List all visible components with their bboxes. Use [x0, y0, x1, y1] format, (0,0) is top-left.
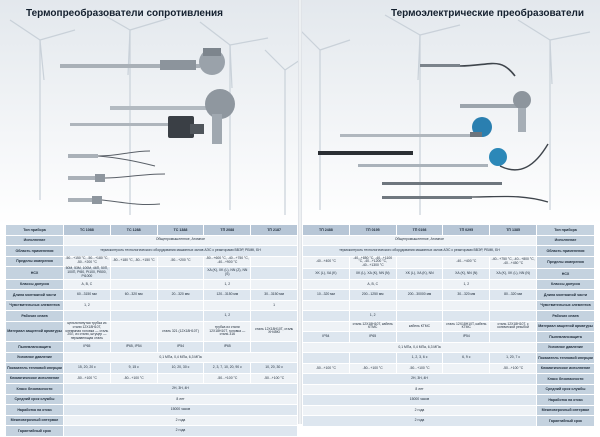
row-label: Чувствительных элементов [6, 300, 64, 311]
table-cell-span: 2 года [303, 416, 537, 427]
table-row [6, 394, 298, 405]
table-cell [443, 300, 490, 311]
table-header-row [6, 225, 298, 236]
thermocouple-rod-black [318, 151, 413, 155]
table-cell [490, 300, 537, 311]
row-label: Класс безопасности [537, 374, 595, 385]
thermocouple-photos [300, 26, 600, 222]
table-cell: -40...+400 °C [303, 256, 350, 269]
table-cell: -50...+100 °C [303, 363, 350, 374]
row-label: Климатическое исполнение [537, 363, 595, 374]
table-cell-span: Общепромышленное, Атомное [64, 235, 298, 246]
row-label: Наработка на отказ [537, 395, 595, 406]
table-cell [110, 321, 157, 342]
table-row [303, 279, 595, 290]
table-row [303, 300, 595, 311]
row-label: Материал защитной арматуры [6, 321, 64, 342]
table-cell: A, B, C [349, 279, 396, 290]
row-label: Пылевлагозащита [537, 332, 595, 343]
thermocouple-long-1 [382, 182, 502, 185]
table-row [6, 321, 298, 342]
table-cell [251, 279, 298, 290]
table-cell [303, 300, 350, 311]
table-cell: 6, 9 с [443, 353, 490, 364]
table-cell-span: 0,1 МПа, 0,4 МПа, 6,3 МПа [64, 352, 298, 363]
model-header-cell: ТС 1288 [110, 225, 157, 236]
table-cell [251, 256, 298, 267]
table-row [6, 279, 298, 290]
table-row [6, 352, 298, 363]
table-cell: 120...3150 мм [204, 290, 251, 301]
model-header-cell: ТП 2088 [204, 225, 251, 236]
row-label: НСХ [6, 267, 64, 280]
table-cell: -50...+150 °C, -50...+180 °C, -50...+200 °C [64, 256, 111, 267]
row-label: Средний срок службы [6, 394, 64, 405]
table-cell: 30...320 мм [443, 290, 490, 301]
row-label: Условное давление [537, 342, 595, 353]
table-cell: XK (L), XA (K), NN [396, 269, 443, 280]
table-cell: -50...+100 °C [110, 373, 157, 384]
table-cell: -50...+180 °C, -50...+150 °C [110, 256, 157, 267]
table-row [6, 426, 298, 437]
table-row [303, 311, 595, 322]
table-row [6, 384, 298, 395]
thermocouple-angle-head [460, 91, 531, 132]
table-cell-span: 0,1 МПа, 0,4 МПа, 6,3 МПа [303, 342, 537, 353]
table-cell: -50...+600 °C, -40...+750 °C, -40...+900 °C [204, 256, 251, 267]
table-cell [303, 311, 350, 322]
thermocouple-long-2 [382, 196, 548, 202]
table-cell: IP65 [349, 332, 396, 343]
table-cell: трубка из стали 12Х18Н10Т, головка — сталь 316 [204, 321, 251, 342]
table-cell-span: 2Н, 3Н, 4Н [64, 384, 298, 395]
row-label: Длина монтажной части [537, 290, 595, 301]
table-cell: -50...+100 °C [251, 373, 298, 384]
table-cell [396, 279, 443, 290]
table-cell [490, 279, 537, 290]
table-cell: -50...+100 °C [490, 363, 537, 374]
table-cell: IP65 [64, 342, 111, 353]
model-header-cell: ТП 2488 [303, 225, 350, 236]
table-cell-span: 2 года [303, 405, 537, 416]
sensor-long-head [60, 48, 225, 75]
table-cell [303, 279, 350, 290]
table-cell: сталь 12Х18Н10Т, сталь ХН45Ю [251, 321, 298, 342]
table-cell: A, B, C [64, 279, 111, 290]
model-header-cell: ТП 0198 [396, 225, 443, 236]
table-cell [204, 300, 251, 311]
table-cell-span: 8 лет [303, 384, 537, 395]
row-label: Исполнение [537, 235, 595, 246]
table-cell: 1, 2 [64, 300, 111, 311]
table-cell: XA (K), XK (L), NN (N) [490, 269, 537, 280]
model-header-cell: ТП 2187 [251, 225, 298, 236]
table-cell: XA (K), NN (N) [443, 269, 490, 280]
table-cell: сталь 12Х18Н10Т, кабель КТМС [349, 321, 396, 332]
table-cell [110, 279, 157, 290]
table-cell-span: термоконтроль технологического оборудования машинных залов АЭС с реакторами ВВЭР, РБМК, БН [303, 246, 537, 257]
model-header-cell: ТС 1088 [64, 225, 111, 236]
table-cell: кабель КТМС [396, 321, 443, 332]
table-cell: 200...1250 мм [349, 290, 396, 301]
sensor-connector [70, 116, 204, 138]
row-label: Классы допуска [6, 279, 64, 290]
table-cell: IP54 [303, 332, 350, 343]
table-cell: 9, 15 с [110, 363, 157, 374]
table-cell [349, 353, 396, 364]
table-cell [64, 311, 111, 322]
sensor-cable-3 [68, 196, 160, 205]
row-label: Межповерочный интервал [537, 405, 595, 416]
sensor-cable-1 [68, 151, 155, 166]
table-row [6, 256, 298, 267]
row-label: Показатель тепловой инерции [6, 363, 64, 374]
model-header-cell: ТП 1385 [490, 225, 537, 236]
row-label: Рабочих спаев [6, 311, 64, 322]
table-cell: IP54 [157, 342, 204, 353]
row-label: Чувствительных элементов [537, 300, 595, 311]
table-cell: цельнотянутая трубка из стали 12Х18Н10Т, клеммная головка — сталь 20Л, из стали, штуцер — нержавеющая сталь [65, 320, 109, 341]
table-row [303, 353, 595, 364]
table-cell [157, 311, 204, 322]
table-cell: -40...+850 °C, -40...+1100 °C, -40...+1200 °C, -40...+1300 °C [349, 256, 396, 269]
table-cell: 1, 2 [349, 311, 396, 322]
resistance-thermometer-photos [0, 26, 300, 222]
table-cell: -50...+100 °C [349, 363, 396, 374]
table-cell: XA (K), XK (L), NN (Z), NN (S) [204, 267, 251, 280]
table-cell [251, 267, 298, 280]
row-label: Класс безопасности [6, 384, 64, 395]
row-label: Область применения [537, 246, 595, 257]
table-row [6, 405, 298, 416]
book-spine [298, 0, 302, 424]
table-row [303, 374, 595, 385]
table-cell: сталь 12Х18Н10Т, кабель КТМС [443, 321, 490, 332]
table-cell [110, 267, 157, 280]
table-cell: 15, 20, 20 с [64, 363, 111, 374]
row-label: Средний срок службы [537, 384, 595, 395]
table-cell [251, 342, 298, 353]
table-row [6, 300, 298, 311]
table-row [6, 246, 298, 257]
table-cell [443, 311, 490, 322]
table-row [303, 384, 595, 395]
table-cell [396, 332, 443, 343]
table-cell: -50...+100 °C [396, 363, 443, 374]
thermocouple-blue-head-1 [340, 117, 492, 137]
row-label: Гарантийный срок [6, 426, 64, 437]
table-row [303, 256, 595, 269]
table-row [303, 332, 595, 343]
table-cell: 10...320 мм [303, 290, 350, 301]
table-cell: 1 [251, 300, 298, 311]
table-cell: IP65 [204, 342, 251, 353]
table-cell: XK (L), XA (K) [303, 269, 350, 280]
model-header-cell: ТП 0195 [349, 225, 396, 236]
table-cell [251, 311, 298, 322]
table-row [6, 311, 298, 322]
left-page [0, 0, 300, 433]
row-label: Тип прибора [6, 225, 64, 236]
table-cell: -50...+200 °C [157, 256, 204, 267]
table-cell-span: 2Н, 3Н, 4Н [303, 374, 537, 385]
table-cell [349, 300, 396, 311]
table-cell: 10, 20, 30 с [157, 363, 204, 374]
table-cell: 200...30000 мм [396, 290, 443, 301]
table-cell: IP65, IP54 [110, 342, 157, 353]
table-cell [110, 311, 157, 322]
table-cell-span: 15000 часов [303, 395, 537, 406]
table-row [303, 395, 595, 406]
row-label: Показатель тепловой инерции [537, 353, 595, 364]
table-cell [303, 321, 350, 332]
table-cell [110, 300, 157, 311]
table-cell: -50...+100 °C [204, 373, 251, 384]
table-header-row [303, 225, 595, 236]
table-cell [157, 279, 204, 290]
row-label: Исполнение [6, 235, 64, 246]
table-row [6, 267, 298, 280]
table-cell: 80...320 мм [490, 290, 537, 301]
table-cell [396, 311, 443, 322]
row-label: Гарантийный срок [537, 416, 595, 427]
right-page [300, 0, 600, 424]
table-row [303, 269, 595, 280]
table-cell: 1, 2, 3, 6 с [396, 353, 443, 364]
table-row [303, 342, 595, 353]
row-label: Рабочих спаев [537, 311, 595, 322]
table-row [303, 235, 595, 246]
row-label: Длина монтажной части [6, 290, 64, 301]
row-label: Классы допуска [537, 279, 595, 290]
table-row [303, 321, 595, 332]
table-cell [490, 311, 537, 322]
table-cell [303, 353, 350, 364]
table-cell: 1, 2 [204, 311, 251, 322]
table-cell: -50...+100 °C [64, 373, 111, 384]
table-cell: IP54 [443, 332, 490, 343]
row-label: Тип прибора [537, 225, 595, 236]
table-cell: XK (L), XA (K), NN (N) [349, 269, 396, 280]
sensor-cable-2 [68, 174, 165, 182]
row-label: Межповерочный интервал [6, 415, 64, 426]
row-label: НСХ [537, 269, 595, 280]
spec-table-right [302, 224, 595, 427]
row-label: Климатическое исполнение [6, 373, 64, 384]
table-row [303, 416, 595, 427]
table-cell: 20...320 мм [157, 290, 204, 301]
table-cell-span: 2 года [64, 426, 298, 437]
table-cell: 1, 2 [204, 279, 251, 290]
table-row [6, 373, 298, 384]
table-row [6, 415, 298, 426]
model-header-cell: ТС 1388 [157, 225, 204, 236]
table-cell: сталь 321 (12Х18Н10Т) [157, 321, 204, 342]
table-row [6, 342, 298, 353]
table-cell: сталь 12Х18Н10Т, с конической резьбой [490, 321, 537, 332]
table-cell [157, 300, 204, 311]
table-cell [157, 267, 204, 280]
table-row [303, 405, 595, 416]
table-cell [490, 332, 537, 343]
table-cell [157, 373, 204, 384]
table-cell: 60...320 мм [110, 290, 157, 301]
table-cell: 60...3150 мм [64, 290, 111, 301]
table-cell: 2, 3, 7, 10, 20, 90 с [204, 363, 251, 374]
page-heading-right: Термоэлектрические преобразователи [390, 8, 584, 19]
table-cell-span: 15000 часов [64, 405, 298, 416]
row-label: Материал защитной арматуры [537, 321, 595, 332]
table-row [303, 363, 595, 374]
row-label: Пылевлагозащита [6, 342, 64, 353]
table-cell-span: 2 года [64, 415, 298, 426]
table-row [6, 290, 298, 301]
row-label: Пределы измерения [537, 256, 595, 269]
row-label: Условное давление [6, 352, 64, 363]
table-cell-span: термоконтроль технологического оборудования машинных залов АЭС с реакторами ВВЭР, РБМК, БН [64, 246, 298, 257]
thermocouple-blue-head-2 [358, 144, 548, 170]
table-cell: 1, 2 [443, 279, 490, 290]
table-row [6, 235, 298, 246]
table-cell: 1, 20, 7 с [490, 353, 537, 364]
page-heading-left: Термопреобразователи сопротивления [26, 8, 223, 19]
table-cell: 30...3150 мм [251, 290, 298, 301]
table-cell: -40...+750 °C, -40...+800 °C, -40...+450 °C [490, 256, 537, 269]
spec-table-left [5, 224, 298, 437]
table-row [303, 290, 595, 301]
table-cell [396, 300, 443, 311]
table-cell-span: Общепромышленное, Атомное [303, 235, 537, 246]
table-cell: 10, 20, 30 с [251, 363, 298, 374]
table-cell: -40...+400 °C [443, 256, 490, 269]
table-row [303, 246, 595, 257]
table-cell [396, 256, 443, 269]
row-label: Пределы измерения [6, 256, 64, 267]
table-row [6, 363, 298, 374]
thermocouple-cable [420, 64, 515, 77]
row-label: Наработка на отказ [6, 405, 64, 416]
table-cell: 50М, 53М, 100М, 46П, 50П, 100П, Pt50, Pt100, Pt500, Pt1000 [64, 267, 111, 280]
row-label: Область применения [6, 246, 64, 257]
model-header-cell: ТП 0295 [443, 225, 490, 236]
table-cell-span: 8 лет [64, 394, 298, 405]
table-cell [443, 363, 490, 374]
